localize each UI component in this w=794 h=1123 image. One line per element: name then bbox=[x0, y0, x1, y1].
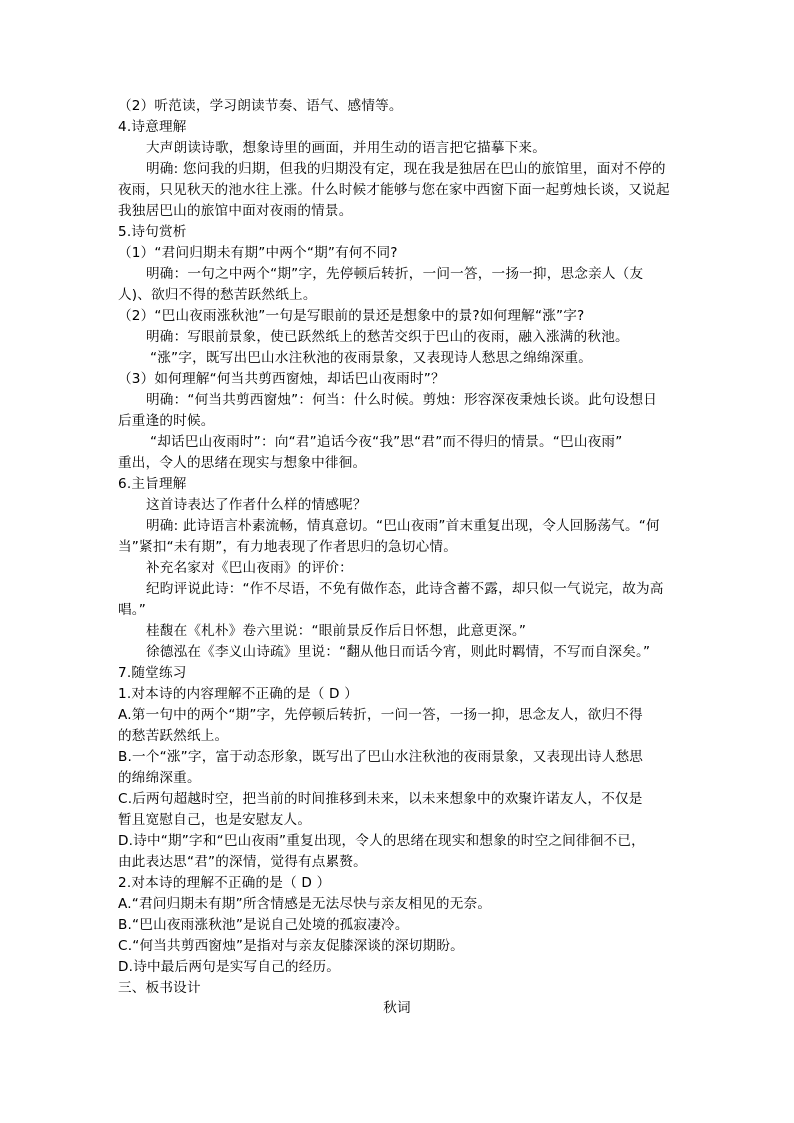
text-line: 补充名家对《巴山夜雨》的评价： bbox=[146, 560, 353, 576]
question-stem: 2.对本诗的理解不正确的是（ D ） bbox=[118, 875, 331, 891]
text-line: 明确: 您问我的归期，但我的归期没有定，现在我是独居在巴山的旅馆里，面对不停的 bbox=[146, 161, 666, 177]
answer-option: A.第一句中的两个“期”字，先停顿后转折，一问一答，一扬一抑，思念友人，欲归不得 bbox=[118, 707, 643, 723]
text-line: 徐德泓在《李义山诗疏》里说：“翻从他日而话今宵，则此时羁情，不写而自深矣。” bbox=[146, 644, 651, 660]
text-line: （3）如何理解“何当共剪西窗烛，却话巴山夜雨时”？ bbox=[118, 371, 445, 387]
text-line: 我独居巴山的旅馆中面对夜雨的情景。 bbox=[118, 203, 353, 219]
answer-option: D.诗中“期”字和“巴山夜雨”重复出现，令人的思绪在现实和想象的时空之间徘徊不已， bbox=[118, 833, 645, 849]
text-line: 的愁苦跃然纸上。 bbox=[118, 728, 229, 744]
text-line: 重出，令人的思绪在现实与想象中徘徊。 bbox=[118, 455, 367, 471]
section-heading: 4.诗意理解 bbox=[118, 119, 187, 135]
answer-option: C.“何当共剪西窗烛”是指对与亲友促膝深谈的深切期盼。 bbox=[118, 938, 464, 954]
text-line: （2）听范读，学习朗读节奏、语气、感情等。 bbox=[118, 98, 403, 114]
answer-option: C.后两句超越时空，把当前的时间推移到未来，以未来想象中的欢聚许诺友人，不仅是 bbox=[118, 791, 643, 807]
section-heading: 三、板书设计 bbox=[118, 980, 201, 996]
text-line: 当”紧扣“未有期”，有力地表现了作者思归的急切心情。 bbox=[118, 539, 457, 555]
text-line: 后重逢的时候。 bbox=[118, 413, 215, 429]
section-heading: 5.诗句赏析 bbox=[118, 224, 187, 240]
text-line: 明确：“何当共剪西窗烛”：何当：什么时候。剪烛：形容深夜秉烛长谈。此句设想日 bbox=[146, 392, 658, 408]
answer-option: A.“君问归期未有期”所含情感是无法尽快与亲友相见的无奈。 bbox=[118, 896, 492, 912]
answer-option: B.“巴山夜雨涨秋池”是说自己处境的孤寂凄冷。 bbox=[118, 917, 409, 933]
text-line: 大声朗读诗歌，想象诗里的画面，并用生动的语言把它描摹下来。 bbox=[146, 140, 547, 156]
section-heading: 6.主旨理解 bbox=[118, 476, 187, 492]
text-line: 这首诗表达了作者什么样的情感呢？ bbox=[146, 497, 367, 513]
text-line: 纪昀评说此诗：“作不尽语，不免有做作态，此诗含蓄不露，却只似一气说完，故为高 bbox=[146, 581, 664, 597]
text-line: 唱。” bbox=[118, 602, 147, 618]
text-line: “涨”字，既写出巴山水注秋池的夜雨景象，又表现诗人愁思之绵绵深重。 bbox=[150, 350, 593, 366]
text-line: “却话巴山夜雨时”：向“君”追话今夜“我”思“君”而不得归的情景。“巴山夜雨” bbox=[150, 434, 623, 450]
text-line: 人)、欲归不得的愁苦跃然纸上。 bbox=[118, 287, 317, 303]
question-stem: 1.对本诗的内容理解不正确的是（ D ） bbox=[118, 686, 358, 702]
text-line: 由此表达思“君”的深情，觉得有点累赘。 bbox=[118, 854, 367, 870]
text-line: 夜雨，只见秋天的池水往上涨。什么时候才能够与您在家中西窗下面一起剪烛长谈，又说起 bbox=[118, 182, 670, 198]
text-line: 明确：一句之中两个“期”字，先停顿后转折，一问一答，一扬一抑，思念亲人（友 bbox=[146, 266, 644, 282]
text-line: 桂馥在《札朴》卷六里说：“眼前景反作后日怀想，此意更深。” bbox=[146, 623, 527, 639]
text-line: 明确：写眼前景象，使已跃然纸上的愁苦交织于巴山的夜雨，融入涨满的秋池。 bbox=[146, 329, 629, 345]
board-title: 秋词 bbox=[383, 1000, 411, 1016]
text-line: 的绵绵深重。 bbox=[118, 770, 201, 786]
text-line: （2）“巴山夜雨涨秋池”一句是写眼前的景还是想象中的景?如何理解“涨”字? bbox=[118, 308, 585, 324]
answer-option: B.一个“涨”字，富于动态形象，既写出了巴山水注秋池的夜雨景象，又表现出诗人愁思 bbox=[118, 749, 644, 765]
section-heading: 7.随堂练习 bbox=[118, 665, 187, 681]
text-line: 暂且宽慰自己，也是安慰友人。 bbox=[118, 812, 312, 828]
text-line: 明确: 此诗语言朴素流畅，情真意切。“巴山夜雨”首末重复出现，令人回肠荡气。“何 bbox=[146, 518, 660, 534]
answer-option: D.诗中最后两句是实写自己的经历。 bbox=[118, 959, 341, 975]
text-line: （1）“君问归期未有期”中两个“期”有何不同? bbox=[118, 245, 398, 261]
